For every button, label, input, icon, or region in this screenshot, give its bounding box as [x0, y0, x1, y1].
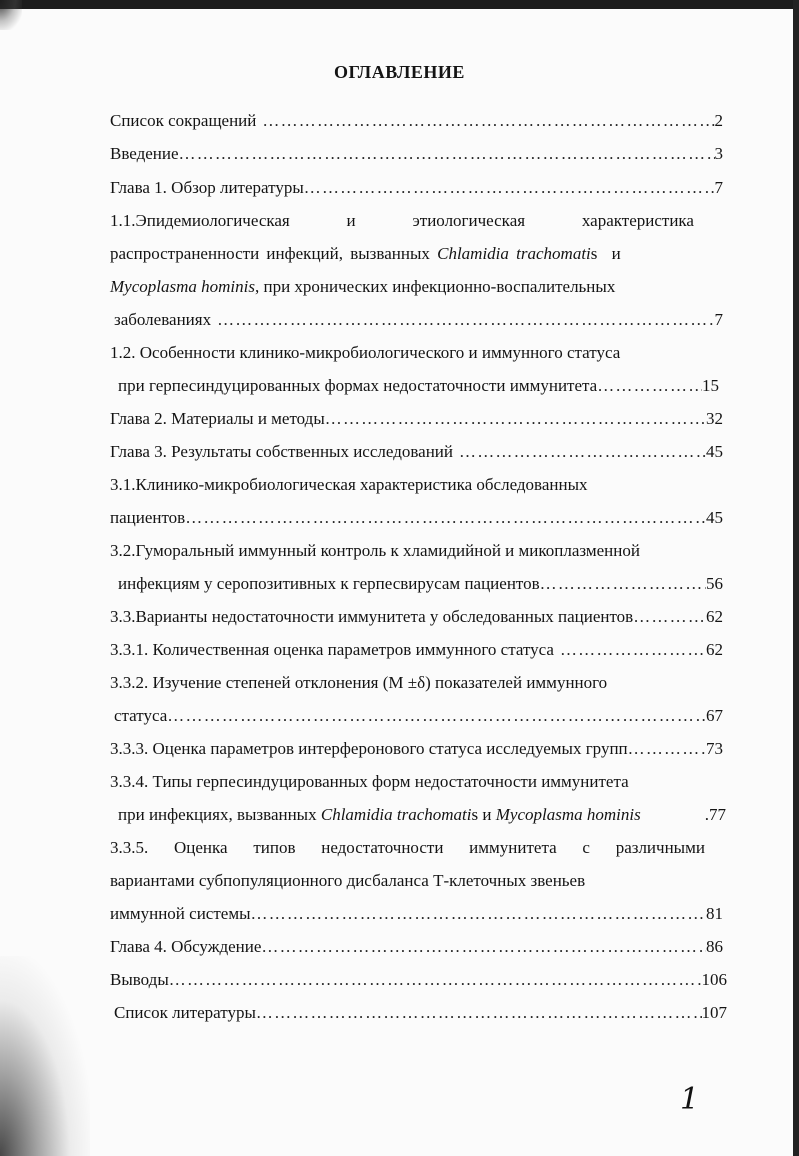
toc-entry-page: 106: [701, 970, 727, 989]
species-name: Mycoplasma hominis: [495, 805, 641, 824]
toc-entry-3-3-3: [110, 738, 723, 760]
toc-entry-abbreviations: [110, 110, 723, 132]
toc-entry-page: 67: [706, 706, 723, 725]
toc-entry-chapter-4: [110, 936, 723, 958]
toc-entry-1-2-line-2: [118, 375, 719, 397]
toc-entry-page: 2: [714, 111, 723, 130]
toc-entry-page: 73: [706, 739, 723, 758]
toc-entry-text: Выводы: [110, 970, 169, 989]
toc-entry-page: 81: [706, 904, 723, 923]
toc-word: типов: [253, 838, 296, 857]
toc-entry-3-3-1: [110, 639, 723, 661]
toc-text: распространенности инфекций, вызванных: [110, 244, 438, 263]
toc-entry-text: Глава 4. Обсуждение: [110, 937, 262, 956]
toc-entry-3-3-5-line-1: [110, 837, 705, 859]
toc-entry-1-1-line-3: [110, 276, 615, 298]
toc-word: этиологическая: [412, 211, 526, 230]
toc-entry-chapter-2: [110, 408, 723, 430]
toc-entry-references: [114, 1002, 727, 1024]
toc-entry-text: 3.3.1. Количественная оценка параметров иммунного статуса: [110, 640, 554, 659]
toc-entry-text: при герпесиндуцированных формах недостаточности иммунитета: [118, 376, 598, 395]
toc-entry-chapter-1: [110, 177, 723, 199]
toc-text: , при хронических инфекционно-воспалительных: [254, 277, 616, 296]
toc-entry-page: 32: [706, 409, 723, 428]
toc-entry-text: 3.3.3. Оценка параметров интерферонового статуса исследуемых групп: [110, 739, 628, 758]
toc-entry-text: статуса: [114, 706, 168, 725]
toc-entry-page: 62: [706, 640, 723, 659]
toc-entry-text: Список сокращений: [110, 111, 257, 130]
toc-entry-text: иммунной системы: [110, 904, 251, 923]
toc-entry-page: 107: [701, 1003, 727, 1022]
page-title: ОГЛАВЛЕНИЕ: [334, 62, 465, 82]
toc-entry-3-2-line-2: [118, 573, 723, 595]
toc-word: характеристика: [581, 211, 694, 230]
toc-entry-3-2-line-1: 3.2.Гуморальный иммунный контроль к хламидийной и микоплазменной: [110, 541, 640, 560]
toc-entry-1-1-line-2: [110, 243, 694, 265]
toc-text: s и: [471, 805, 496, 824]
toc-word: недостаточности: [321, 838, 444, 857]
toc-entry-page: .77: [704, 805, 726, 824]
toc-entry-3-3-4-line-2: [118, 804, 726, 826]
toc-entry-3-1-line-2: [110, 507, 723, 529]
toc-entry-page: 62: [706, 607, 723, 626]
toc-entry-text: инфекциям у серопозитивных к герпесвирусам пациентов: [118, 574, 540, 593]
toc-text: s и: [590, 244, 621, 263]
toc-entry-3-3-5-line-2: вариантами субпопуляционного дисбаланса Т-клеточных звеньев: [110, 871, 586, 890]
toc-entry-3-3-2-line-2: [114, 705, 723, 727]
toc-entry-introduction: [110, 143, 723, 165]
toc-entry-page: 86: [706, 937, 723, 956]
species-name: Mycoplasma hominis: [110, 277, 255, 296]
toc-entry-page: 15: [702, 376, 719, 395]
toc-entry-1-1-line-1: [110, 210, 694, 232]
toc-entry-text: Введение: [110, 144, 179, 163]
toc-entry-chapter-3: [110, 441, 723, 463]
toc-entry-1-2-line-1: 1.2. Особенности клинико-микробиологического и иммунного статуса: [110, 343, 621, 362]
toc-entry-page: 7: [714, 178, 723, 197]
toc-entry-3-3-5-line-3: [110, 903, 723, 925]
toc-entry-page: 3: [714, 144, 723, 163]
toc-entry-1-1-line-4: [114, 309, 723, 331]
toc-entry-text: Глава 1. Обзор литературы: [110, 178, 304, 197]
toc-entry-text: Список литературы: [114, 1003, 256, 1022]
toc-entry-text: Глава 3. Результаты собственных исследований: [110, 442, 453, 461]
toc-word: 1.1.Эпидемиологическая: [110, 211, 290, 230]
toc-word: и: [346, 211, 356, 230]
toc-entry-3-3: [110, 606, 723, 628]
toc-entry-text: 3.3.Варианты недостаточности иммунитета у обследованных пациентов: [110, 607, 634, 626]
toc-entry-page: 45: [706, 508, 723, 527]
toc-entry-text: пациентов: [110, 508, 186, 527]
toc-word: различными: [615, 838, 705, 857]
toc-word: с: [582, 838, 590, 857]
toc-entry-conclusions: [110, 969, 727, 991]
species-name: Chlamidia trachomati: [320, 805, 472, 824]
toc-entry-text: Глава 2. Материалы и методы: [110, 409, 325, 428]
species-name: Chlamidia trachomati: [437, 244, 591, 263]
toc-entry-3-1-line-1: 3.1.Клинико-микробиологическая характеристика обследованных: [110, 475, 588, 494]
toc-word: 3.3.5.: [110, 838, 149, 857]
toc-entry-3-3-4-line-1: 3.3.4. Типы герпесиндуцированных форм недостаточности иммунитета: [110, 772, 629, 791]
toc-entry-page: 45: [706, 442, 723, 461]
toc-entry-page: 7: [714, 310, 723, 329]
toc-entry-3-3-2-line-1: 3.3.2. Изучение степеней отклонения (М ±δ) показателей иммунного: [110, 673, 608, 692]
toc-entry-page: 56: [706, 574, 723, 593]
toc-text: при инфекциях, вызванных: [118, 805, 321, 824]
toc-word: Оценка: [174, 838, 228, 857]
toc-entry-text: заболеваниях: [114, 310, 212, 329]
toc-word: иммунитета: [469, 838, 557, 857]
handwritten-page-number: 1: [680, 1082, 700, 1117]
